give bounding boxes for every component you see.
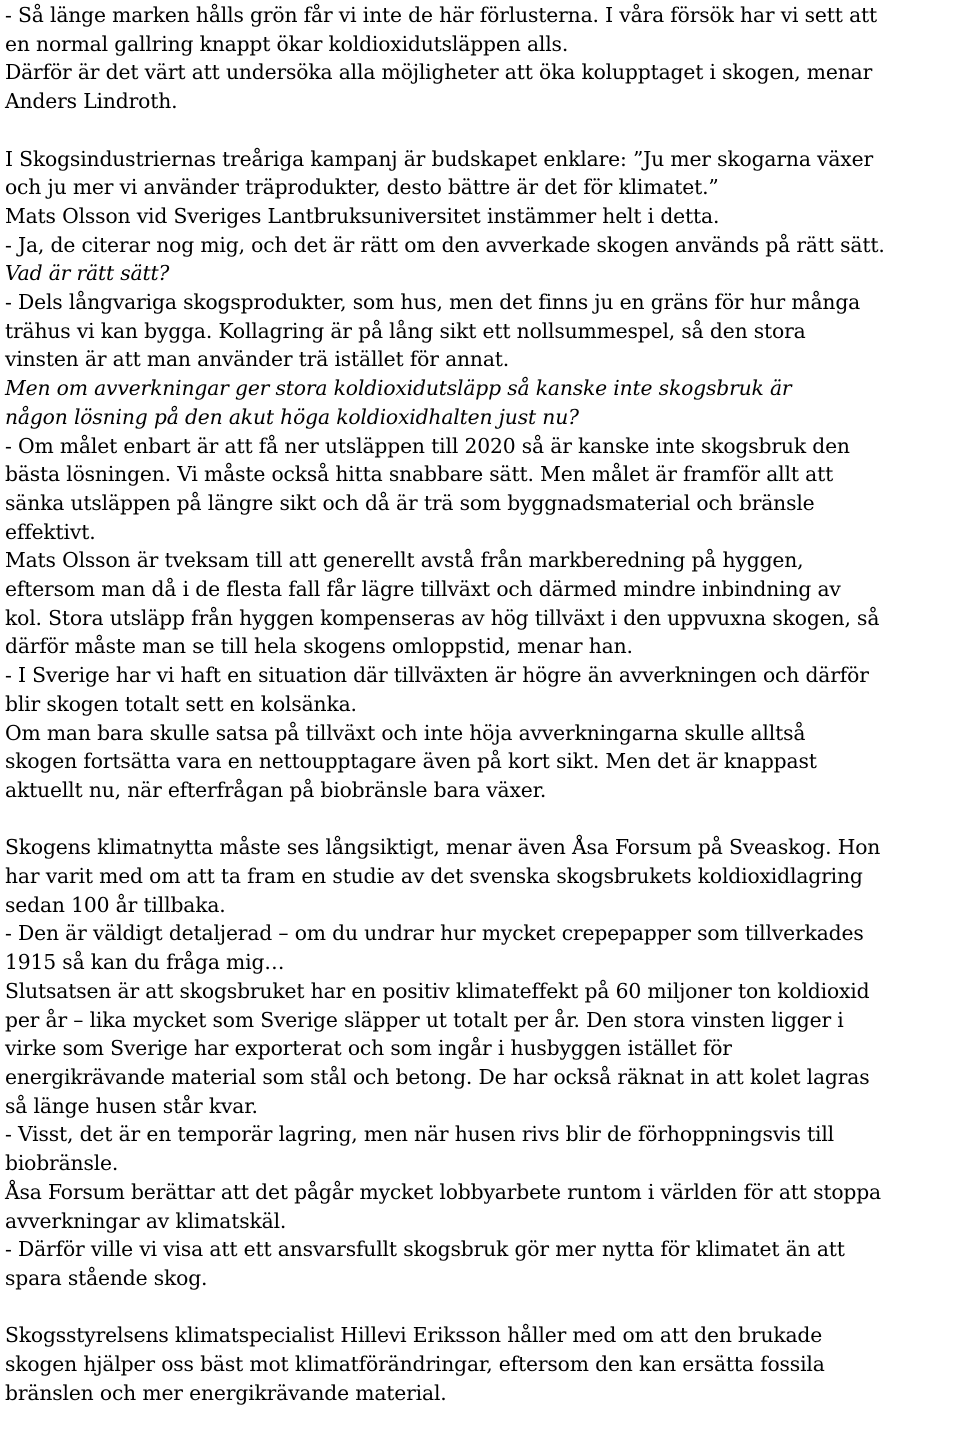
text-line: har varit med om att ta fram en studie av det svenska skogsbrukets koldioxidlagring: [5, 864, 863, 889]
text-line: så länge husen står kvar.: [5, 1093, 258, 1118]
text-line: - Dels långvariga skogsprodukter, som hus, men det finns ju en gräns för hur många: [5, 290, 861, 315]
text-line: skogen hjälper oss bäst mot klimatförändringar, eftersom den kan ersätta fossila: [5, 1352, 825, 1376]
text-line: I Skogsindustriernas treåriga kampanj är budskapet enklare: ”Ju mer skogarna växer: [5, 146, 873, 171]
text-line: Skogens klimatnytta måste ses långsiktigt, menar även Åsa Forsum på Sveaskog. Hon: [5, 835, 881, 860]
text-line: bästa lösningen. Vi måste också hitta snabbare sätt. Men målet är framför allt att: [5, 462, 834, 487]
text-line: sedan 100 år tillbaka.: [5, 892, 226, 917]
paragraph-gap: [5, 116, 954, 145]
text-line: - Därför ville vi visa att ett ansvarsfullt skogsbruk gör mer nytta för klimatet än att: [5, 1237, 845, 1262]
text-line: Anders Lindroth.: [5, 89, 178, 114]
text-line: Mats Olsson vid Sveriges Lantbruksuniversitet instämmer helt i detta.: [5, 203, 720, 228]
text-line: kol. Stora utsläpp från hyggen kompenseras av hög tillväxt i den uppvuxna skogen, så: [5, 605, 880, 630]
text-line: sänka utsläppen på längre sikt och då är trä som byggnadsmaterial och bränsle: [5, 490, 815, 515]
interview-question: Vad är rätt sätt?: [5, 261, 170, 286]
text-line: avverkningar av klimatskäl.: [5, 1208, 287, 1233]
text-line: Åsa Forsum berättar att det pågår mycket lobbyarbete runtom i världen för att stoppa: [5, 1179, 881, 1204]
text-line: bränslen och mer energikrävande material.: [5, 1380, 447, 1405]
paragraph-3: [5, 833, 954, 1292]
paragraph-4: [5, 1321, 954, 1407]
text-line: Slutsatsen är att skogsbruket har en positiv klimateffekt på 60 miljoner ton koldioxid: [5, 978, 870, 1003]
text-line: och ju mer vi använder träprodukter, desto bättre är det för klimatet.”: [5, 175, 719, 200]
text-line: effektivt.: [5, 519, 96, 544]
text-line: - Så länge marken hålls grön får vi inte de här förlusterna. I våra försök har vi sett att: [5, 3, 878, 27]
interview-question: någon lösning på den akut höga koldioxidhalten just nu?: [5, 404, 579, 429]
text-line: virke som Sverige har exporterat och som ingår i husbyggen istället för: [5, 1036, 732, 1061]
interview-question: Men om avverkningar ger stora koldioxidutsläpp så kanske inte skogsbruk är: [5, 376, 792, 401]
paragraph-2: [5, 145, 954, 805]
text-line: biobränsle.: [5, 1151, 119, 1176]
paragraph-gap: [5, 805, 954, 834]
text-line: - Om målet enbart är att få ner utsläppen till 2020 så är kanske inte skogsbruk den: [5, 433, 850, 458]
text-line: eftersom man då i de flesta fall får lägre tillväxt och därmed mindre inbindning av: [5, 577, 841, 602]
text-line: skogen fortsätta vara en nettoupptagare även på kort sikt. Men det är knappast: [5, 749, 817, 774]
text-line: en normal gallring knappt ökar koldioxidutsläppen alls.: [5, 31, 569, 56]
text-line: energikrävande material som stål och betong. De har också räknat in att kolet lagras: [5, 1064, 870, 1089]
text-line: spara stående skog.: [5, 1265, 208, 1290]
paragraph-gap: [5, 1293, 954, 1322]
text-line: Därför är det värt att undersöka alla möjligheter att öka kolupptaget i skogen, menar: [5, 60, 873, 85]
text-line: per år – lika mycket som Sverige släpper ut totalt per år. Den stora vinsten ligger i: [5, 1007, 844, 1032]
text-line: aktuellt nu, när efterfrågan på biobränsle bara växer.: [5, 777, 547, 802]
paragraph-1: [5, 1, 954, 116]
text-line: - I Sverige har vi haft en situation där tillväxten är högre än avverkningen och därför: [5, 663, 869, 688]
text-line: Mats Olsson är tveksam till att generellt avstå från markberedning på hyggen,: [5, 548, 804, 573]
text-line: Skogsstyrelsens klimatspecialist Hillevi Eriksson håller med om att den brukade: [5, 1323, 823, 1348]
text-line: trähus vi kan bygga. Kollagring är på lång sikt ett nollsummespel, så den stora: [5, 318, 806, 343]
text-line: - Ja, de citerar nog mig, och det är rätt om den avverkade skogen används på rätt sätt.: [5, 232, 885, 257]
text-line: - Den är väldigt detaljerad – om du undrar hur mycket crepepapper som tillverkades: [5, 921, 864, 946]
text-line: 1915 så kan du fråga mig…: [5, 950, 285, 975]
text-line: Om man bara skulle satsa på tillväxt och inte höja avverkningarna skulle alltså: [5, 720, 806, 745]
text-line: därför måste man se till hela skogens omloppstid, menar han.: [5, 634, 633, 659]
text-line: blir skogen totalt sett en kolsänka.: [5, 691, 357, 716]
text-line: - Visst, det är en temporär lagring, men när husen rivs blir de förhoppningsvis till: [5, 1122, 835, 1147]
text-line: vinsten är att man använder trä istället för annat.: [5, 347, 510, 372]
